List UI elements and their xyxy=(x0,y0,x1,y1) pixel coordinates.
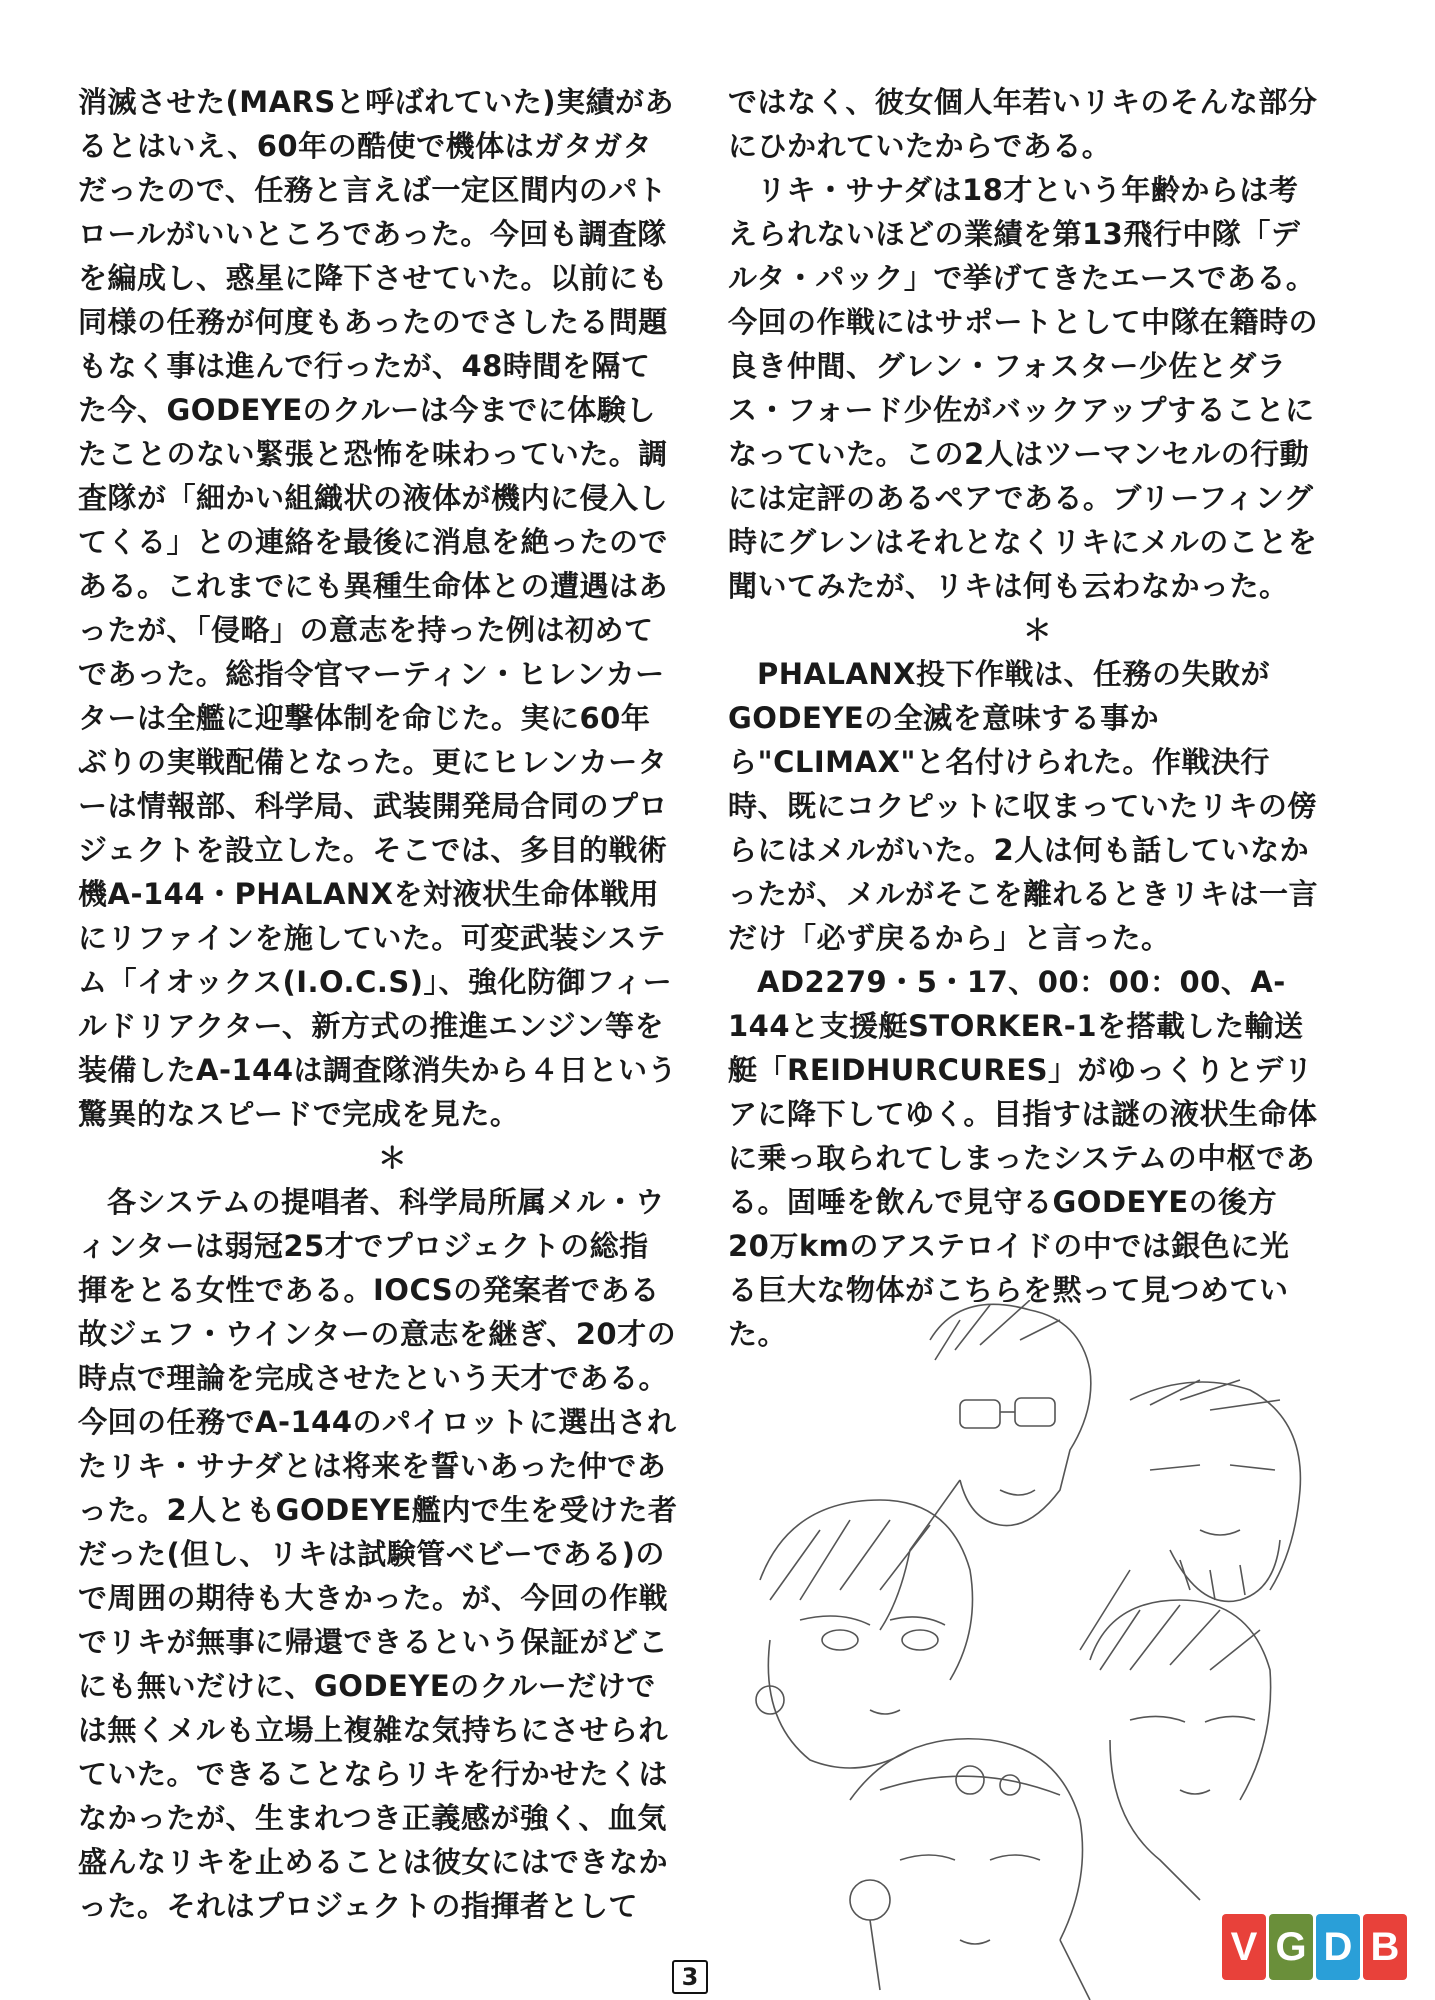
character-glasses-man xyxy=(880,1300,1091,1630)
page-number: 3 xyxy=(672,1960,708,1994)
watermark-letter: G xyxy=(1269,1914,1313,1980)
right-paragraph-4: AD2279・5・17、00：00：00、A-144と支援艇STORKER-1を搭載した輸送艇「REIDHURCURES」がゆっくりとデリアに降下してゆく。目指すは謎の液状生命体に乗っ取られてしまったシステムの中枢である。固唾を飲んで見守るGODEYEの後方20万kmのアステロイドの中では銀色に光る巨大な物体がこちらを黙って見つめていた。 xyxy=(728,965,1318,1351)
character-boy-headband xyxy=(850,1739,1090,2000)
vgdb-watermark-logo xyxy=(1222,1914,1407,1980)
character-sketch-illustration xyxy=(730,1300,1330,2000)
left-paragraph-1: 消滅させた(MARSと呼ばれていた)実績があるとはいえ、60年の酷使で機体はガタガタだったので、任務と言えば一定区間内のパトロールがいいところであった。今回も調査隊を編成し、惑星に降下させていた。以前にも同様の任務が何度もあったのでさしたる問題もなく事は進んで行ったが、48時間を隔てた今、GODEYEのクルーは今までに体験したことのない緊張と恐怖を味わっていた。調査隊が「細かい組織状の液体が機内に侵入してくる」との連絡を最後に消息を絶ったのである。これまでにも異種生命体との遭遇はあったが、「侵略」の意志を持った例は初めてであった。総指令官マーティン・ヒレンカーターは全艦に迎撃体制を命じた。実に60年ぶりの実戦配備となった。更にヒレンカーターは情報部、科学局、武装開発局合同のプロジェクトを設立した。そこでは、多目的戦術機A-144・PHALANXを対液状生命体戦用にリファインを施していた。可変武装システム「イオックス(I.O.C.S)」、強化防御フィールドリアクター、新方式の推進エンジン等を装備したA-144は調査隊消失から４日という驚異的なスピードで完成を見た。 xyxy=(78,85,678,1131)
character-bearded-man xyxy=(1080,1380,1300,1650)
watermark-letter: V xyxy=(1222,1914,1266,1980)
watermark-letter: B xyxy=(1363,1914,1407,1980)
section-separator: ＊ xyxy=(1022,613,1053,647)
right-paragraph-3: PHALANX投下作戦は、任務の失敗がGODEYEの全滅を意味する事から"CLIMAX"と名付けられた。作戦決行時、既にコクピットに収まっていたリキの傍らにはメルがいた。2人は何も話していなかったが、メルがそこを離れるときリキは一言だけ「必ず戻るから」と言った。 xyxy=(728,657,1319,955)
right-paragraph-1: ではなく、彼女個人年若いリキのそんな部分にひかれていたからである。 xyxy=(728,85,1318,163)
right-text-column xyxy=(728,80,1318,1356)
section-separator: ＊ xyxy=(377,1141,408,1175)
watermark-letter: D xyxy=(1316,1914,1360,1980)
left-paragraph-2: 各システムの提唱者、科学局所属メル・ウィンターは弱冠25才でプロジェクトの総指揮をとる女性である。IOCSの発案者である故ジェフ・ウインターの意志を継ぎ、20才の時点で理論を完成させたという天才である。今回の任務でA-144のパイロットに選出されたリキ・サナダとは将来を誓いあった仲であった。2人ともGODEYE艦内で生を受けた者だった(但し、リキは試験管ベビーである)ので周囲の期待も大きかった。が、今回の作戦でリキが無事に帰還できるという保証がどこにも無いだけに、GODEYEのクルーだけでは無くメルも立場上複雑な気持ちにさせられていた。できることならリキを行かせたくはなかったが、生まれつき正義感が強く、血気盛んなリキを止めることは彼女にはできなかった。それはプロジェクトの指揮者として xyxy=(78,1185,678,1923)
character-girl-left xyxy=(756,1500,973,1768)
left-text-column xyxy=(78,80,678,1928)
character-young-man-right xyxy=(1090,1600,1271,1900)
right-paragraph-2: リキ・サナダは18才という年齢からは考えられないほどの業績を第13飛行中隊「デルタ・パック」で挙げてきたエースである。今回の作戦にはサポートとして中隊在籍時の良き仲間、グレン・フォスター少佐とダラス・フォード少佐がバックアップすることになっていた。この2人はツーマンセルの行動には定評のあるペアである。ブリーフィング時にグレンはそれとなくリキにメルのことを聞いてみたが、リキは何も云わなかった。 xyxy=(728,173,1319,603)
